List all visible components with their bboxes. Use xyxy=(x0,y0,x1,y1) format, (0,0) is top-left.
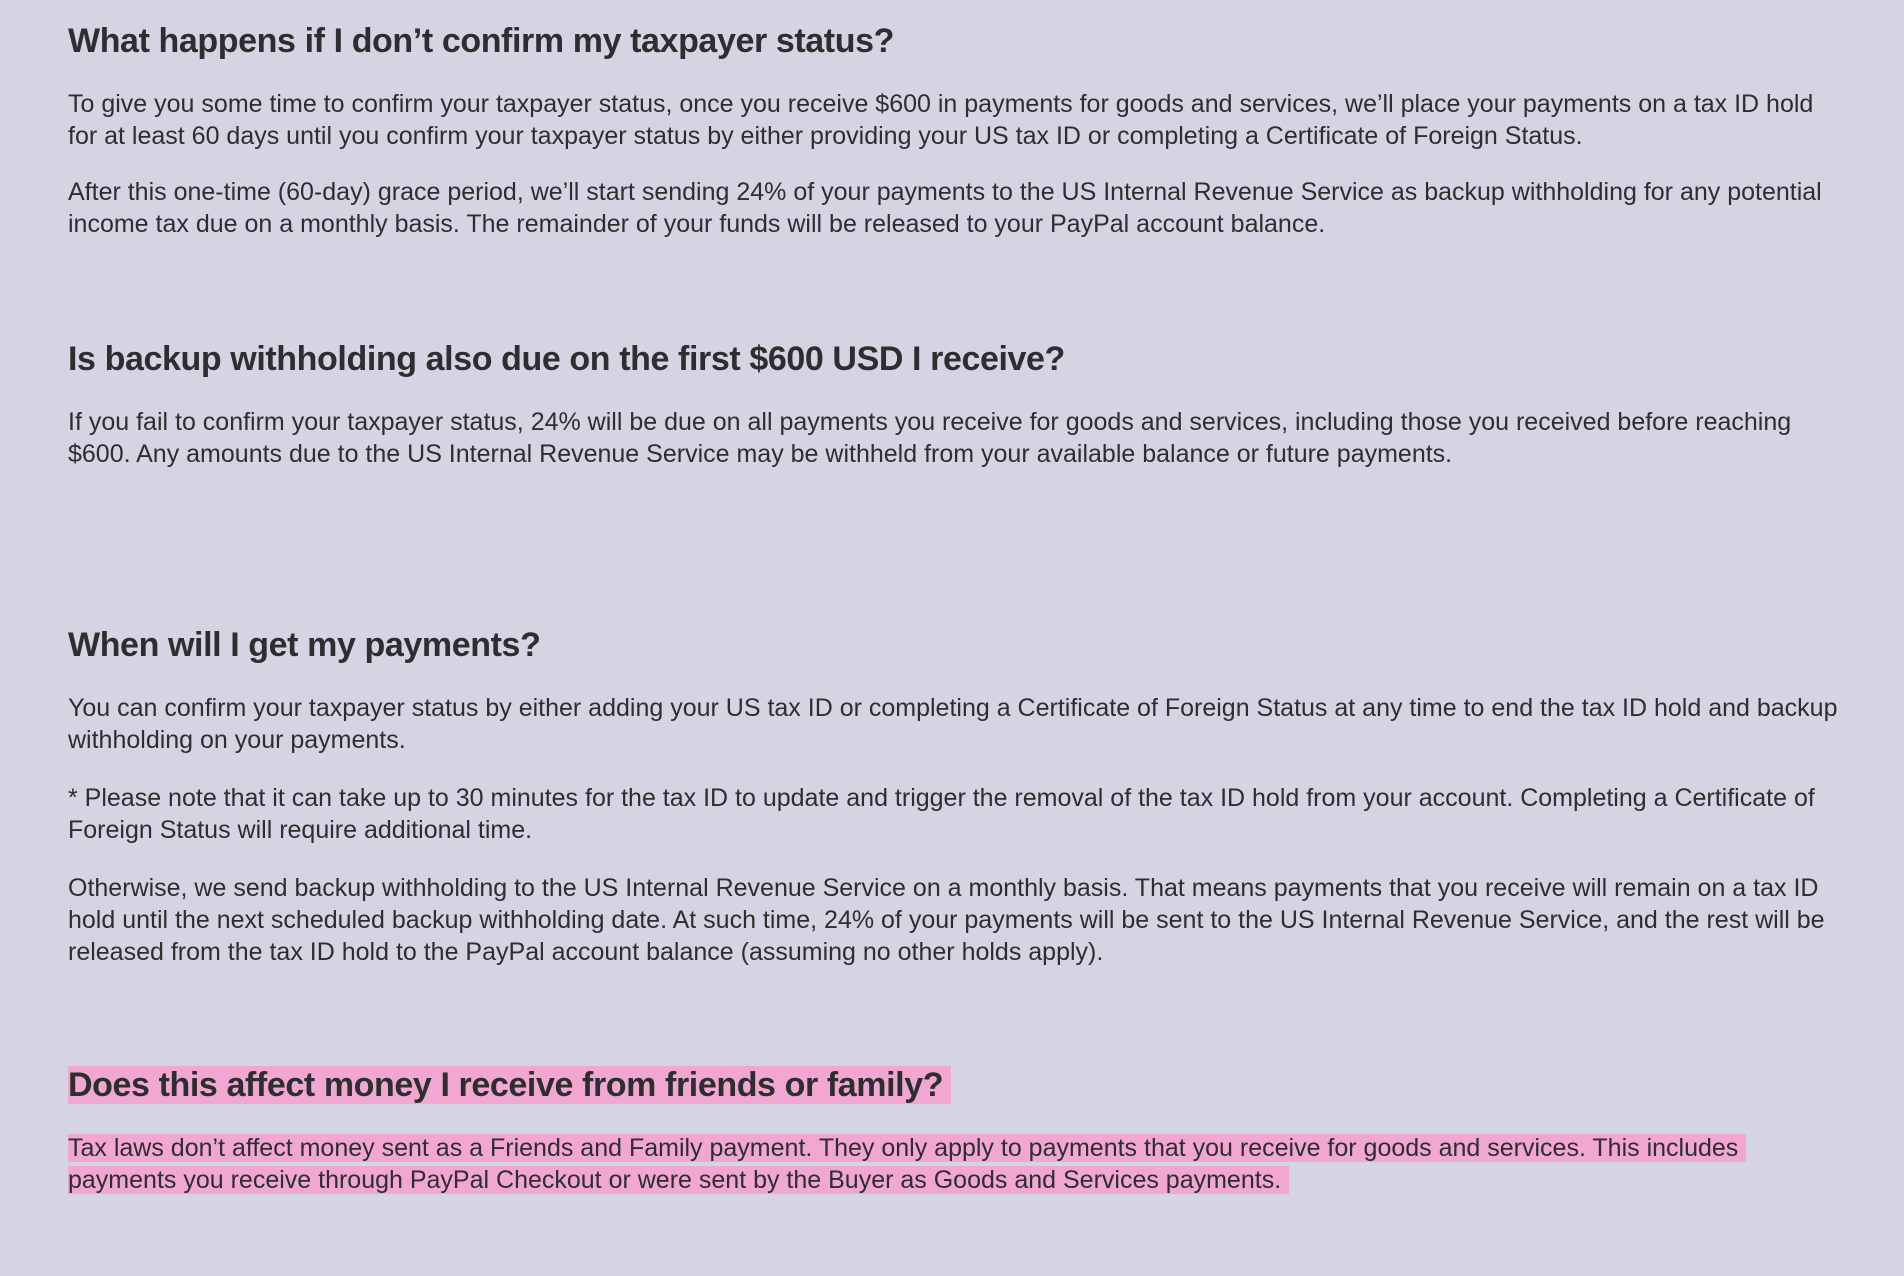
faq-paragraph: You can confirm your taxpayer status by either adding your US tax ID or completing a Certificate of Foreign Status at any time to end the tax ID hold and backup withholding on your payments. xyxy=(68,694,1838,754)
faq-section-friends-family xyxy=(68,1064,1838,1196)
faq-paragraph: If you fail to confirm your taxpayer status, 24% will be due on all payments you receive for goods and services, including those you received before reaching $600. Any amounts due to the US Internal Revenue Service may be withheld from your available balance or future payments. xyxy=(68,408,1792,468)
faq-heading: Is backup withholding also due on the first $600 USD I receive? xyxy=(68,340,1065,378)
faq-paragraph: Otherwise, we send backup withholding to the US Internal Revenue Service on a monthly basis. That means payments that you receive will remain on a tax ID hold until the next scheduled backup withholding date. At such time, 24% of your payments will be sent to the US Internal Revenue Service, and the rest will be released from the tax ID hold to the PayPal account balance (assuming no other holds apply). xyxy=(68,874,1825,966)
faq-heading: When will I get my payments? xyxy=(68,626,541,664)
faq-paragraph: To give you some time to confirm your taxpayer status, once you receive $600 in payments for goods and services, we’ll place your payments on a tax ID hold for at least 60 days until you confirm your taxpayer status by either providing your US tax ID or completing a Certificate of Foreign Status. xyxy=(68,90,1814,150)
highlighted-text: Tax laws don’t affect money sent as a Friends and Family payment. They only apply to payments that you receive for goods and services. This includes payments you receive through PayPal Checkout or were sent by the Buyer as Goods and Services payments. xyxy=(68,1134,1746,1194)
faq-section-backup-withholding xyxy=(68,338,1838,470)
faq-paragraph: * Please note that it can take up to 30 minutes for the tax ID to update and trigger the removal of the tax ID hold from your account. Completing a Certificate of Foreign Status will require additional time. xyxy=(68,784,1815,844)
faq-section-payments-timing xyxy=(68,624,1838,968)
highlighted-text: Does this affect money I receive from friends or family? xyxy=(68,1066,951,1104)
faq-paragraph-highlighted xyxy=(68,1132,1838,1196)
faq-heading: What happens if I don’t confirm my taxpayer status? xyxy=(68,22,894,60)
faq-heading-highlighted xyxy=(68,1064,1838,1106)
faq-paragraph: After this one-time (60-day) grace period, we’ll start sending 24% of your payments to the US Internal Revenue Service as backup withholding for any potential income tax due on a monthly basis. The remainder of your funds will be released to your PayPal account balance. xyxy=(68,178,1822,238)
faq-section-confirm-status xyxy=(68,20,1838,240)
